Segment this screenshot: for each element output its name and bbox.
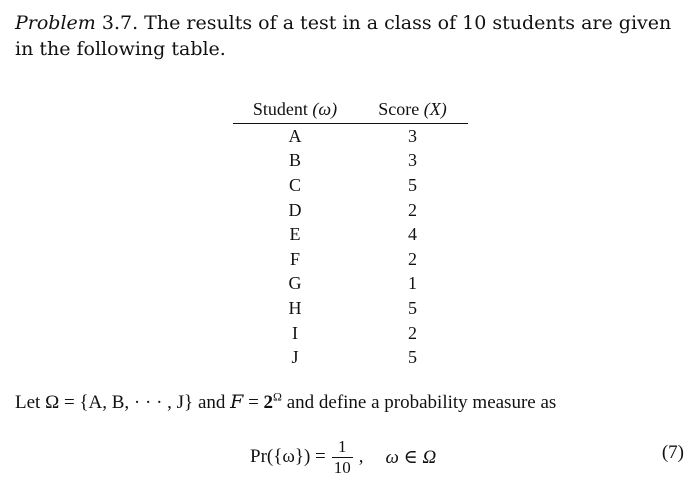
probability-equation — [250, 432, 436, 482]
score-cell: 2 — [408, 322, 417, 343]
definition-sentence — [15, 389, 690, 416]
let-word: Let — [15, 392, 41, 413]
score-cell: 2 — [408, 199, 417, 220]
score-cell: 3 — [408, 150, 417, 171]
sample-space-set: = {A, B, · · · , J} — [63, 392, 194, 413]
student-header-symbol: (ω) — [312, 98, 338, 119]
score-header-label: Score — [378, 98, 420, 119]
definition-rest: and define a probability measure as — [286, 392, 557, 413]
fraction-denominator: 10 — [333, 457, 351, 477]
student-cell: I — [292, 322, 298, 343]
fraction — [332, 437, 353, 478]
student-cell: D — [288, 199, 302, 220]
student-cell: F — [289, 248, 300, 269]
equals-sign: = — [248, 392, 264, 413]
table-row — [233, 345, 468, 370]
table-row — [233, 173, 468, 198]
equation-condition: ω ∈ Ω — [385, 446, 437, 468]
student-cell: B — [288, 150, 301, 171]
problem-statement — [15, 10, 690, 62]
score-cell: 1 — [408, 273, 417, 294]
score-cell: 2 — [408, 248, 417, 269]
student-cell: C — [288, 174, 301, 195]
score-cell: 5 — [408, 297, 417, 318]
power-set-base: 2 — [263, 392, 274, 413]
equation-lhs: Pr({ω}) = — [250, 446, 326, 467]
problem-label: Problem — [15, 12, 96, 34]
student-cell: J — [291, 347, 299, 368]
student-cell: A — [288, 125, 302, 146]
table-row — [233, 198, 468, 223]
table-row — [233, 149, 468, 174]
problem-number: 3.7. — [101, 12, 139, 34]
table-row — [233, 247, 468, 272]
equation-number: (7) — [661, 442, 684, 463]
score-cell: 5 — [408, 347, 417, 368]
student-cell: E — [289, 224, 301, 245]
score-cell: 3 — [408, 125, 417, 146]
score-table — [233, 95, 468, 370]
problem-text: The results of a test in a class of 10 students are given in the following table. — [15, 12, 672, 60]
student-header-label: Student — [252, 98, 308, 119]
power-set-exponent: Ω — [273, 389, 282, 404]
sigma-algebra-symbol: F — [230, 391, 244, 413]
table-row — [233, 321, 468, 346]
table-row — [233, 222, 468, 247]
score-column-header — [357, 95, 468, 124]
table-row — [233, 272, 468, 297]
table-row — [233, 124, 468, 149]
table-row — [233, 296, 468, 321]
and-word: and — [197, 392, 226, 413]
student-column-header — [233, 95, 357, 124]
table-header-row — [233, 95, 468, 124]
student-cell: G — [288, 273, 302, 294]
equation-comma: , — [358, 446, 364, 467]
score-cell: 4 — [408, 224, 417, 245]
fraction-numerator: 1 — [338, 436, 347, 456]
omega-symbol: Ω — [45, 392, 60, 413]
score-cell: 5 — [408, 174, 417, 195]
score-header-symbol: (X) — [423, 98, 447, 119]
student-cell: H — [288, 297, 302, 318]
